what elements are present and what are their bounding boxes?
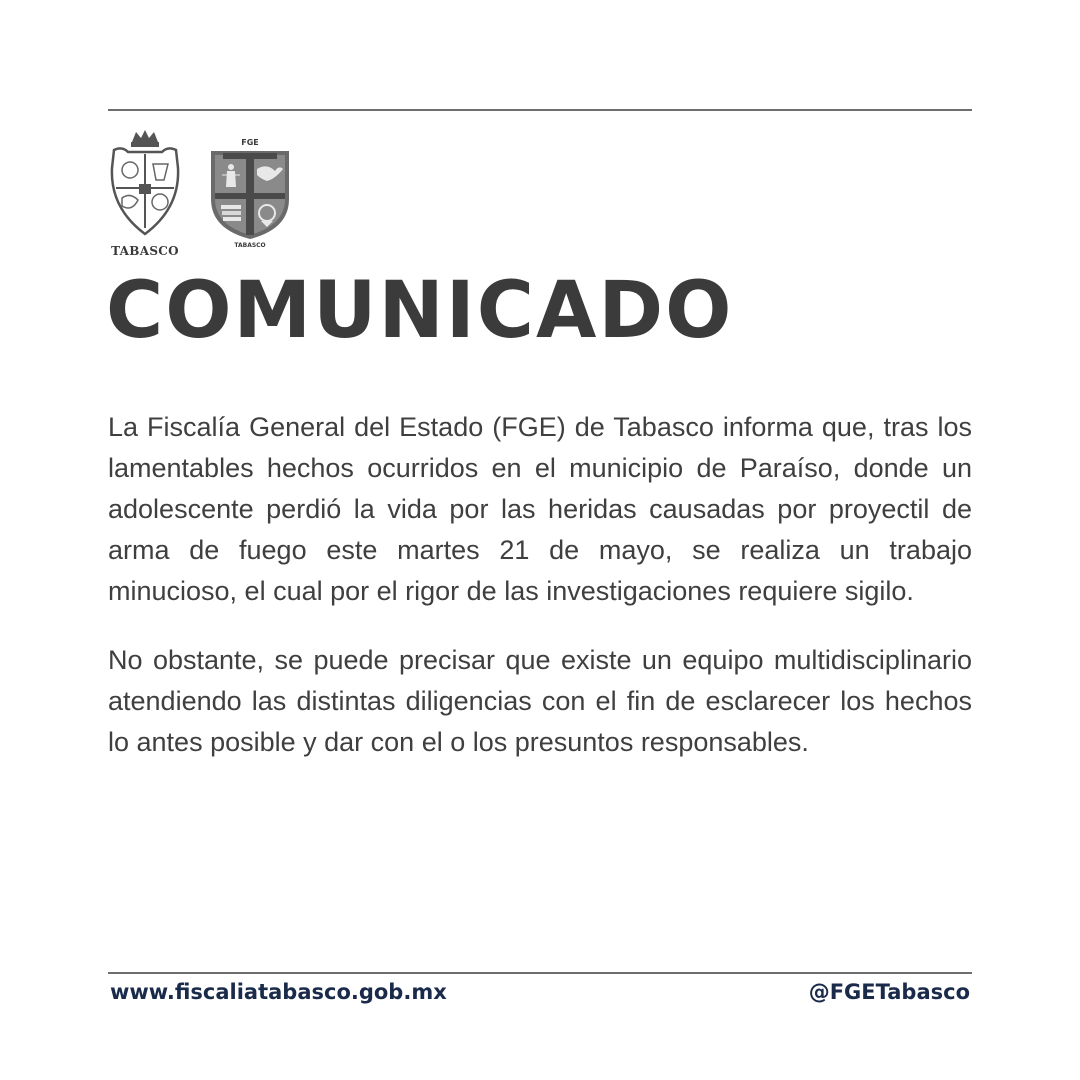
tabasco-logo-caption: TABASCO <box>111 244 179 258</box>
fge-logo <box>208 138 292 249</box>
logos-row <box>108 128 308 263</box>
paragraph-2: No obstante, se puede precisar que existe un equipo multidisciplinario atendiendo las distintas diligencias con el fin de esclarecer los hechos lo antes posible y dar con el o los presuntos responsables. <box>108 645 972 757</box>
fge-shield-icon <box>209 149 291 241</box>
tabasco-shield-icon <box>108 128 182 240</box>
page-title: COMUNICADO <box>106 266 734 356</box>
tabasco-coat-of-arms-logo <box>108 128 182 258</box>
website-link[interactable]: www.fiscaliatabasco.gob.mx <box>110 980 447 1004</box>
social-handle[interactable]: @FGETabasco <box>808 980 970 1004</box>
fge-logo-bottom-caption: TABASCO <box>234 242 266 249</box>
paragraph-1: La Fiscalía General del Estado (FGE) de Tabasco informa que, tras los lamentables hechos ocurridos en el municipio de Paraíso, donde un adolescente perdió la vida por las heridas causadas por proyectil de arma de fuego este martes 21 de mayo, se realiza un trabajo minucioso, el cual por el rigor de las investigaciones requiere sigilo. <box>108 412 972 606</box>
bottom-divider <box>108 972 972 974</box>
fge-logo-top-caption: FGE <box>241 138 259 147</box>
statement-body <box>108 407 972 791</box>
top-divider <box>108 109 972 111</box>
